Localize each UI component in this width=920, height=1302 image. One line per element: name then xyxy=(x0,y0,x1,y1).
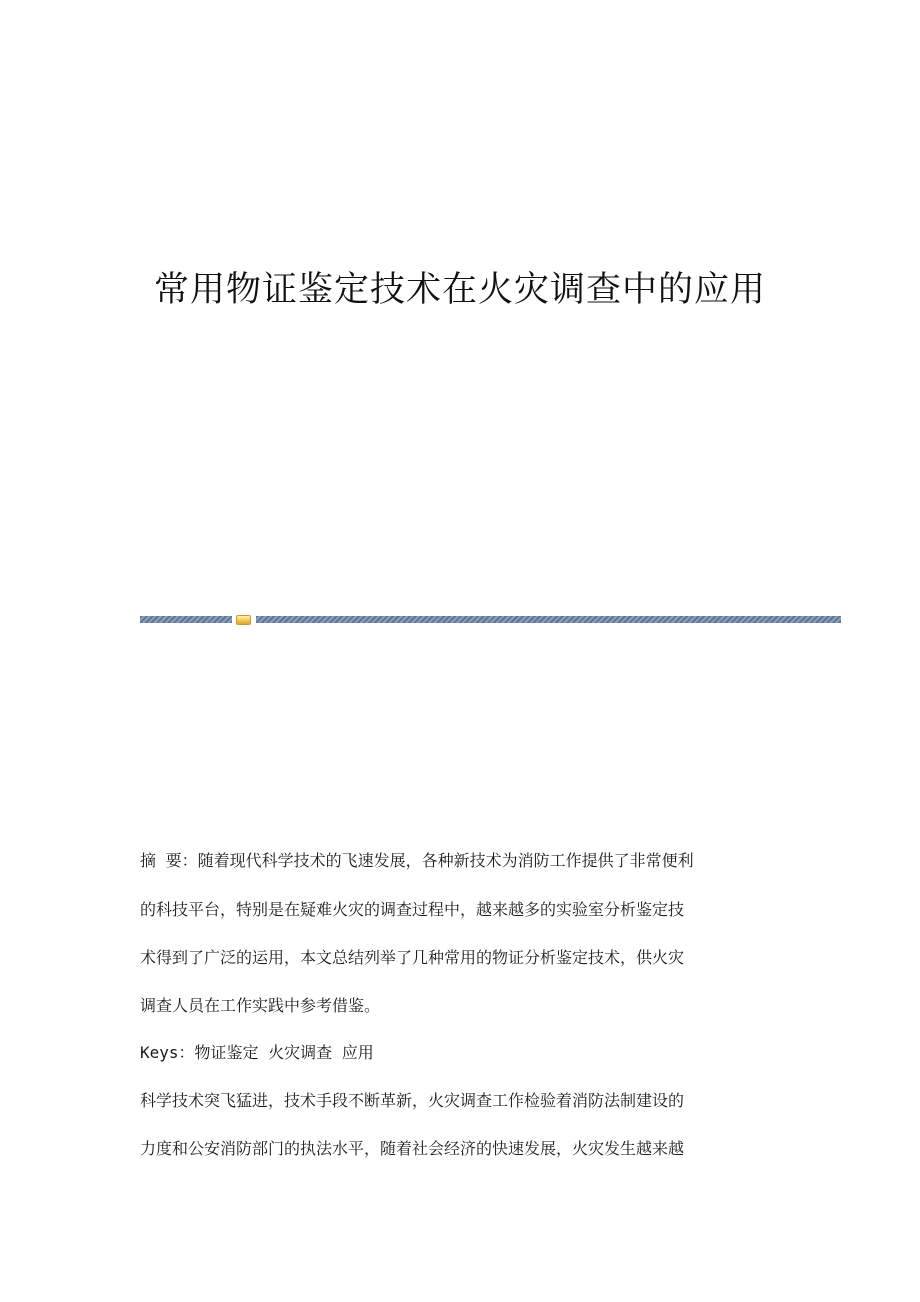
abstract-line: 术得到了广泛的运用，本文总结列举了几种常用的物证分析鉴定技术，供火灾 xyxy=(140,948,685,967)
keywords-line: Keys：物证鉴定 火灾调查 应用 xyxy=(140,1043,374,1062)
divider-bar-right xyxy=(256,616,841,623)
body-paragraph-line: 科学技术突飞猛进，技术手段不断革新，火灾调查工作检验着消防法制建设的 xyxy=(140,1091,685,1110)
divider-ornament-icon xyxy=(236,615,251,625)
abstract-line: 的科技平台，特别是在疑难火灾的调查过程中，越来越多的实验室分析鉴定技 xyxy=(140,900,685,919)
section-divider xyxy=(140,615,841,625)
abstract-line: 摘 要：随着现代科学技术的飞速发展，各种新技术为消防工作提供了非常便利 xyxy=(140,851,694,870)
body-paragraph-line: 力度和公安消防部门的执法水平，随着社会经济的快速发展，火灾发生越来越 xyxy=(140,1139,685,1158)
divider-bar-left xyxy=(140,616,232,623)
document-title: 常用物证鉴定技术在火灾调查中的应用 xyxy=(153,270,766,310)
abstract-line: 调查人员在工作实践中参考借鉴。 xyxy=(140,996,381,1015)
